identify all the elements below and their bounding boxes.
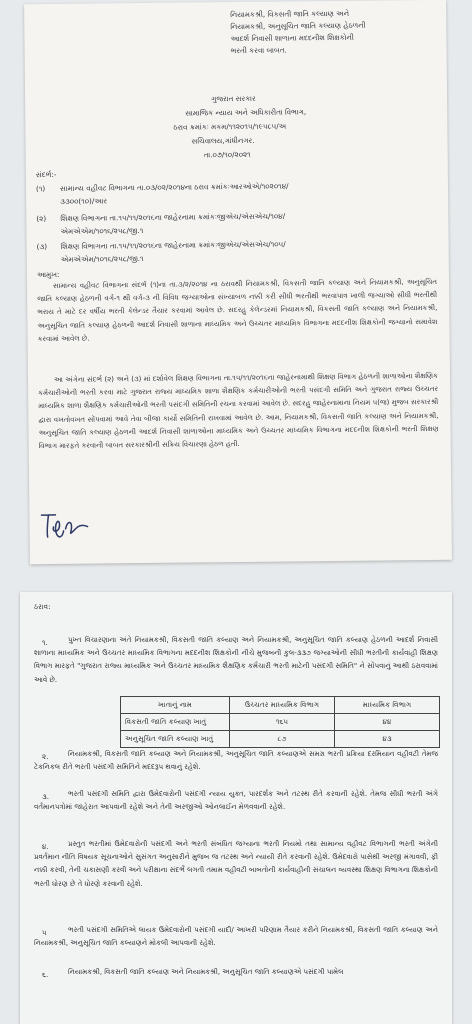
resolution-item-2: નિયામકશ્રી, વિકસતી જાતિ કલ્યાણ અને નિયામકશ્રી, અનુસૂચિત જાતિ કલ્યાણએ સમગ્ર ભરતી પ્રક્રિયા દરમિયાન વહીવટી તેમજ ટેકનિકલ રીતે ભરતી પસંદગી સમિતિને મદદરૂપ થવાનું રહેશે. [34, 750, 438, 772]
item-number: ૨. [42, 752, 49, 761]
ref-text: એમએએમ/૧૦૧૬/૨૫૮/જી.૧ [60, 225, 144, 236]
header-line: તા.૦૭/૧૦/૨૦૨૧ [203, 149, 251, 160]
amukh-paragraph-2: આ અંગેના સંદર્ભ (૨) અને (૩) માં દર્શાવેલ શિક્ષણ વિભાગના તા.૧૫/૧૧/૨૦૧૬ના જાહેરનામાથી શિક્ષણ વિભાગ હેઠળની શાળાઓના શૈક્ષણિક કર્મચારીઓની ભરતી કરવા માટે ગુજરાત રાજ્ય માધ્યમિક શાળા શૈક્ષણિક કર્મચારીઓની ભરતી પસંદગી સમિતિ અને ગુજરાત રાજ્ય ઉચ્ચતર માધ્યમિક શાળા શૈક્ષણિક કર્મચારીઓની ભરતી પસંદગી સમિતિની રચના કરવામાં આવેલ છે. સદરહુ જાહેરનામાના નિયમ ૫(જ) મુજબ સરકારશ્રી દ્વારા વખતોવખત સોંપવામાં આવે તેવા બીજા કાર્યો સમિતિની રાખવામાં આવેલ છે. આમ, નિયામકશ્રી, વિકસતી જાતિ કલ્યાણ અને નિયામકશ્રી, અનુસૂચિત જાતિ કલ્યાણ હેઠળની આદર્શ નિવાસી શાળાઓના માધ્યમિક અને ઉચ્ચતર માધ્યમિક વિભાગના મદદનીશ શિક્ષકોની ભરતી શિક્ષણ વિભાગ મારફતે કરવાની બાબત સરકારશ્રીની સક્રિય વિચારણા હેઠળ હતી. [38, 371, 439, 451]
subject-line: ભરતી કરવા બાબત. [230, 45, 287, 56]
ref-text: એમએએમ/૧૦૧૬/૨૫૮/જી.૧ [60, 253, 144, 264]
table-header: ઉચ્ચતર માધ્યમિક વિભાગ [230, 697, 335, 714]
table-row [121, 714, 440, 731]
item-number: ૫ [42, 928, 47, 937]
resolution-item-1: પુખ્ત વિચારણાના અંતે નિયામકશ્રી, વિકસતી જાતિ કલ્યાણ અને નિયામકશ્રી, અનુસૂચિત જાતિ કલ્યાણ હેઠળની આદર્શ નિવાસી શાળાના માધ્યમિક અને ઉચ્ચતર માધ્યમિક વિભાગના મદદનીશ શિક્ષકોની નીચે મુજબની કુલ-૩૩૭ જગ્યાઓની સીધી ભરતીની કાર્યવાહી શિક્ષણ વિભાગ મારફતે "ગુજરાત રાજ્ય માધ્યમિક અને ઉચ્ચતર માધ્યમિક શૈક્ષણિક કર્મચારી ભરતી માટેની પસંદગી સમિતિ" ને સોંપવાનું આથી ઠરાવવામાં આવે છે. [34, 636, 438, 684]
document-page-2 [20, 592, 452, 1024]
amukh-paragraph-1: સામાન્ય વહીવટ વિભાગના સંદર્ભ (૧)ના તા.૩/૨/૨૦૧૪ ના ઠરાવથી નિયામકશ્રી, વિકસતી જાતિ કલ્યાણ અને નિયામકશ્રી, અનુસૂચિત જાતિ કલ્યાણ હેઠળની વર્ગ-૧ થી વર્ગ-૩ ની વિવિધ જગ્યાઓના સંખ્યાબળ નક્કી કરી સીધી ભરતીથી ભરવાપાત્ર ખાલી જગ્યાઓ સીધી ભરતીથી ભરાય તે માટે દર વર્ષીય ભરતી કેલેન્ડર તૈયાર કરવામાં આવેલ છે. સદરહુ કેલેન્ડરમાં નિયામકશ્રી, વિકસતી જાતિ કલ્યાણ અને નિયામકશ્રી, અનુસૂચિત જાતિ કલ્યાણ હેઠળની આદર્શ નિવાસી શાળાના માધ્યમિક અને ઉચ્ચતર માધ્યમિક વિભાગના મદદનીશ શિક્ષકોની જગ્યાનો સમાવેશ કરવામાં આવેલ છે. [37, 277, 438, 343]
header-line: ગુજરાત સરકાર [211, 93, 256, 104]
ref-number: (૩) [36, 241, 48, 252]
table-cell: ૮૭ [230, 731, 335, 748]
table-cell: ૪૪ [335, 714, 440, 731]
subject-line: નિયામકશ્રી, અનુસૂચિત જાતિ કલ્યાણ હેઠળની [230, 20, 366, 32]
ref-text: ૩૩૦૦(૧૦)/આર [60, 196, 108, 206]
item-number: ૬. [42, 970, 49, 979]
header-line: સચિવાલય,ગાંધીનગર. [191, 135, 255, 146]
resolution-item-6: નિયામકશ્રી, વિકસતી જાતિ કલ્યાણ અને નિયામકશ્રી, અનુસૂચિત જાતિ કલ્યાણએ પસંદગી પામેલ [68, 968, 344, 976]
tharav-heading: ઠરાવ: [34, 602, 51, 611]
ref-number: (૨) [36, 214, 47, 224]
amukh-heading: આમુખ: [36, 269, 60, 280]
document-page-1 [24, 0, 452, 564]
table-header: ખાતાનું નામ [121, 697, 230, 714]
item-number: ૪. [42, 842, 49, 851]
item-number: ૩. [42, 792, 50, 801]
department-posts-table [120, 696, 440, 748]
header-line: સામાજિક ન્યાય અને અધિકારીતા વિભાગ, [185, 107, 307, 118]
ref-text: સામાન્ય વહીવટ વિભાગના તા.૦૩/૦૨/૨૦૧૪ના ઠરાવ ક્રમાંકઃઆરઓએ/૧૦૨૦૧૪/ [59, 181, 289, 193]
ref-number: (૧) [35, 184, 46, 194]
item-number: ૧. [42, 638, 48, 647]
resolution-item-3: ભરતી પસંદગી સમિતિ દ્વારા ઉમેદવારોની પસંદગી ન્યાય યુક્ત, પારદર્શક અને તટસ્થ રીતે કરવાની રહેશે. તેમજ સીધી ભરતી અંગે વર્તમાનપત્રોમાં જાહેરાત આપવાની રહેશે અને તેની અરજીઓ ઓનલાઈન મેળવવાની રહેશે. [34, 790, 438, 812]
subject-line: આદર્શ નિવાસી શાળાના મદદનીશ શિક્ષકોની [230, 32, 354, 44]
header-line: ઠરાવ ક્રમાંકઃ મકમ/૧૧૨૦૧૫/૧૯૫૮૫/અ [173, 121, 287, 132]
resolution-item-5: ભરતી પસંદગી સમિતિએ લાયક ઉમેદવારોની પસંદગી યાદી/ આખરી પરિણામ તૈયાર કરીને નિયામકશ્રી, વિકસતી જાતિ કલ્યાણ અને નિયામકશ્રી, અનુસૂચિત જાતિ કલ્યાણને મોકલી આપવાની રહેશે. [34, 926, 438, 948]
ref-text: શિક્ષણ વિભાગના તા.૧૫/૧૧/૨૦૧૬ના જાહેરનામા ક્રમાંકઃજીએચ/એસએચ/૧૦૫/ [60, 239, 286, 251]
table-header: માધ્યમિક વિભાગ [335, 697, 440, 714]
ref-text: શિક્ષણ વિભાગના તા.૧૫/૧૧/૨૦૧૬ના જાહેરનામા ક્રમાંકઃજીએચ/એસએચ/૧૦૪/ [60, 211, 286, 223]
table-cell: અનુસૂચિત જાતિ કલ્યાણ ખાતું [121, 731, 230, 748]
subject-line: નિયામકશ્રી, વિકસતી જાતિ કલ્યાણ અને [230, 8, 350, 20]
refs-heading: સંદર્ભ:- [35, 169, 57, 180]
resolution-item-4: પ્રસ્તુત ભરતીમાં ઉમેદવારોની પસંદગી અને ભરતી સંબંધિત જગ્યાના ભરતી નિયમો તથા સામાન્ય વહીવટ વિભાગની ભરતી અંગેની પ્રવર્તમાન નીતિ વિષયક સૂચનાઓને સુસંગત અનુસારીને મુજબ જ તટસ્થ અને ન્યાયી રીતે કરવાની રહેશે. ઉમેદવારો પાસેથી અરજી મંગાવવી, ફી નક્કી કરવી, તેની ચકાસણી કરવી અને પરીક્ષાના સંદર્ભે લગતી તમામ વહીવટી બાબતોની કાર્યવાહીની સંચાલન વ્યવસ્થા શિક્ષણ વિભાગના શિક્ષકોની ભરતી ધોરણ છે તે ધોરણે કરવાની રહેશે. [34, 840, 438, 888]
table-cell: વિકસતી જાતિ કલ્યાણ ખાતું [121, 714, 230, 731]
table-cell: ૧૬૫ [230, 714, 335, 731]
table-cell: ૪૩ [335, 731, 440, 748]
table-row [121, 731, 440, 748]
signature-image [37, 506, 97, 543]
